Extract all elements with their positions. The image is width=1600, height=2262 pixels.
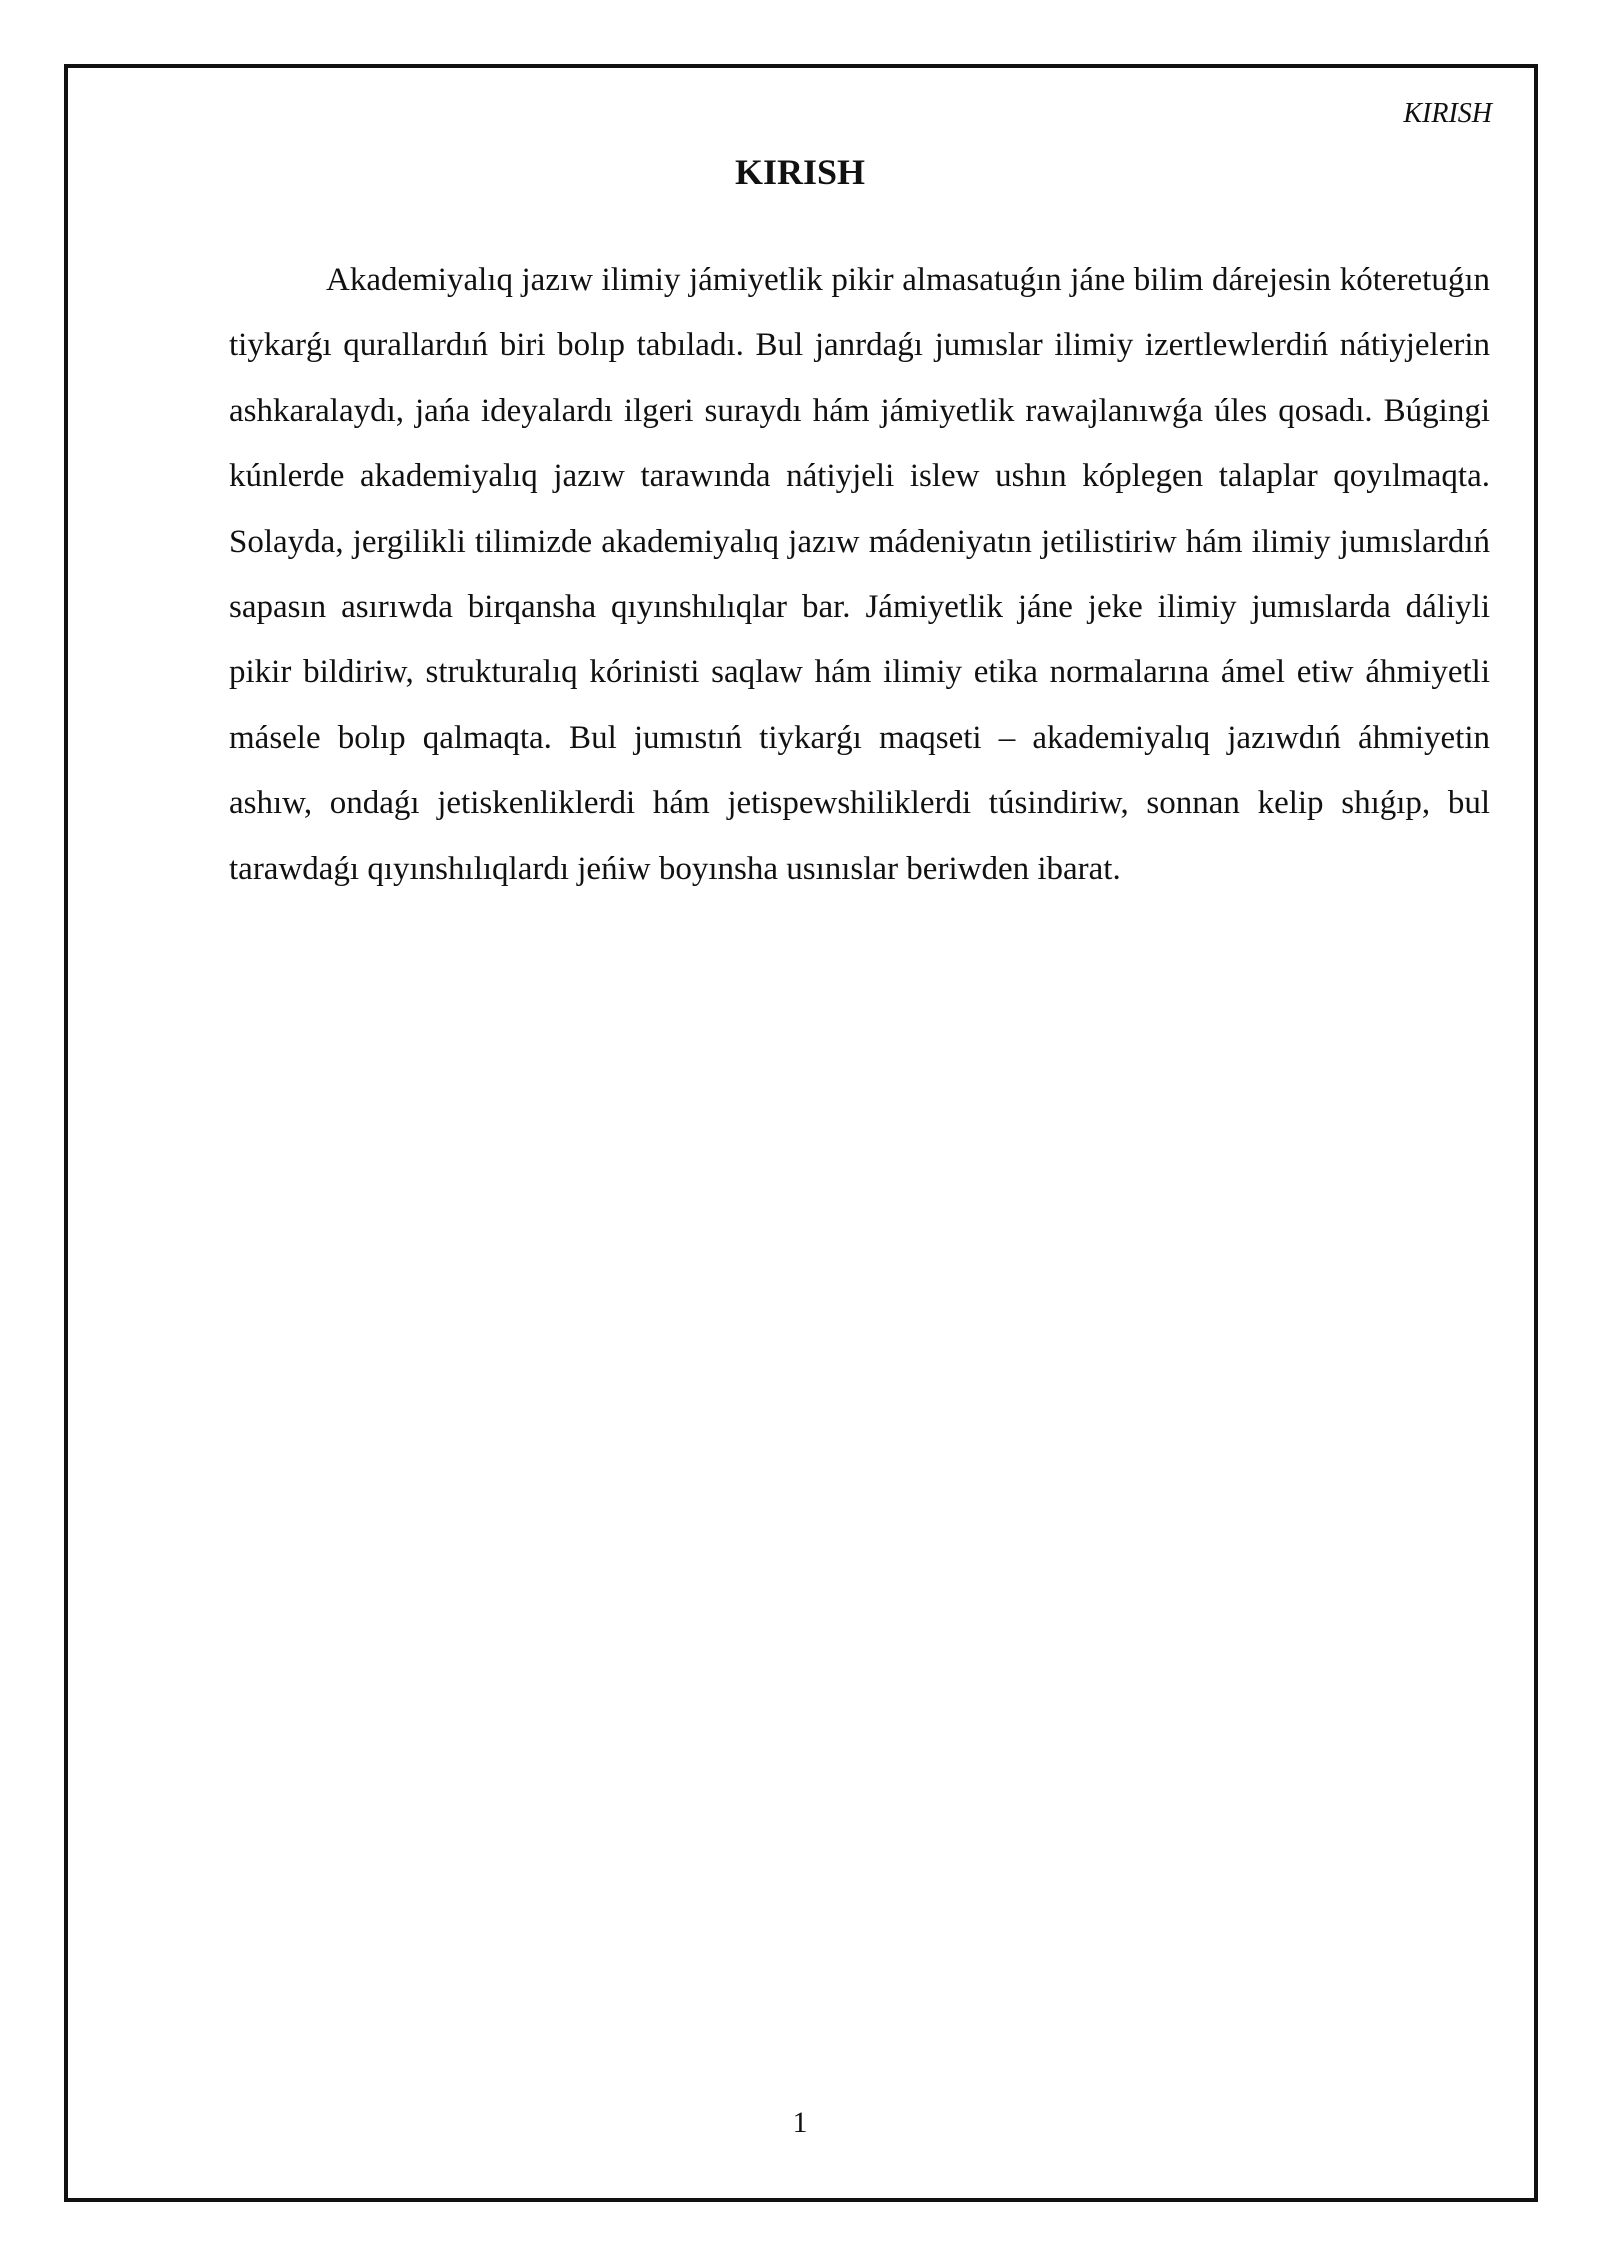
- page-number: 1: [792, 2106, 808, 2139]
- running-header: KIRISH: [1403, 98, 1492, 129]
- body-paragraph: Akademiyalıq jazıw ilimiy jámiyetlik pikir almasatuǵın jáne bilim dárejesin kóteretuǵın tiykarǵı qurallardıń biri bolıp tabıladı. Bul janrdaǵı jumıslar ilimiy izertlewlerdiń nátiyjelerin ashkaralaydı, jańa ideyalardı ilgeri suraydı hám jámiyetlik rawajlanıwǵa úles qosadı. Búgingi kúnlerde akademiyalıq jazıw tarawında nátiyjeli islew ushın kóplegen talaplar qoyılmaqta. Solayda, jergilikli tilimizde akademiyalıq jazıw mádeniyatın jetilistiriw hám ilimiy jumıslardıń sapasın asırıwda birqansha qıyınshılıqlar bar. Jámiyetlik jáne jeke ilimiy jumıslarda dáliyli pikir bildiriw, strukturalıq kórinisti saqlaw hám ilimiy etika normalarına ámel etiw áhmiyetli másele bolıp qalmaqta. Bul jumıstıń tiykarǵı maqseti – akademiyalıq jazıwdıń áhmiyetin ashıw, ondaǵı jetiskenliklerdi hám jetispewshiliklerdi túsindiriw, sonnan kelip shıǵıp, bul tarawdaǵı qıyınshılıqlardı jeńiw boyınsha usınıslar beriwden ibarat.: [229, 262, 1490, 887]
- page-title: KIRISH: [734, 152, 866, 192]
